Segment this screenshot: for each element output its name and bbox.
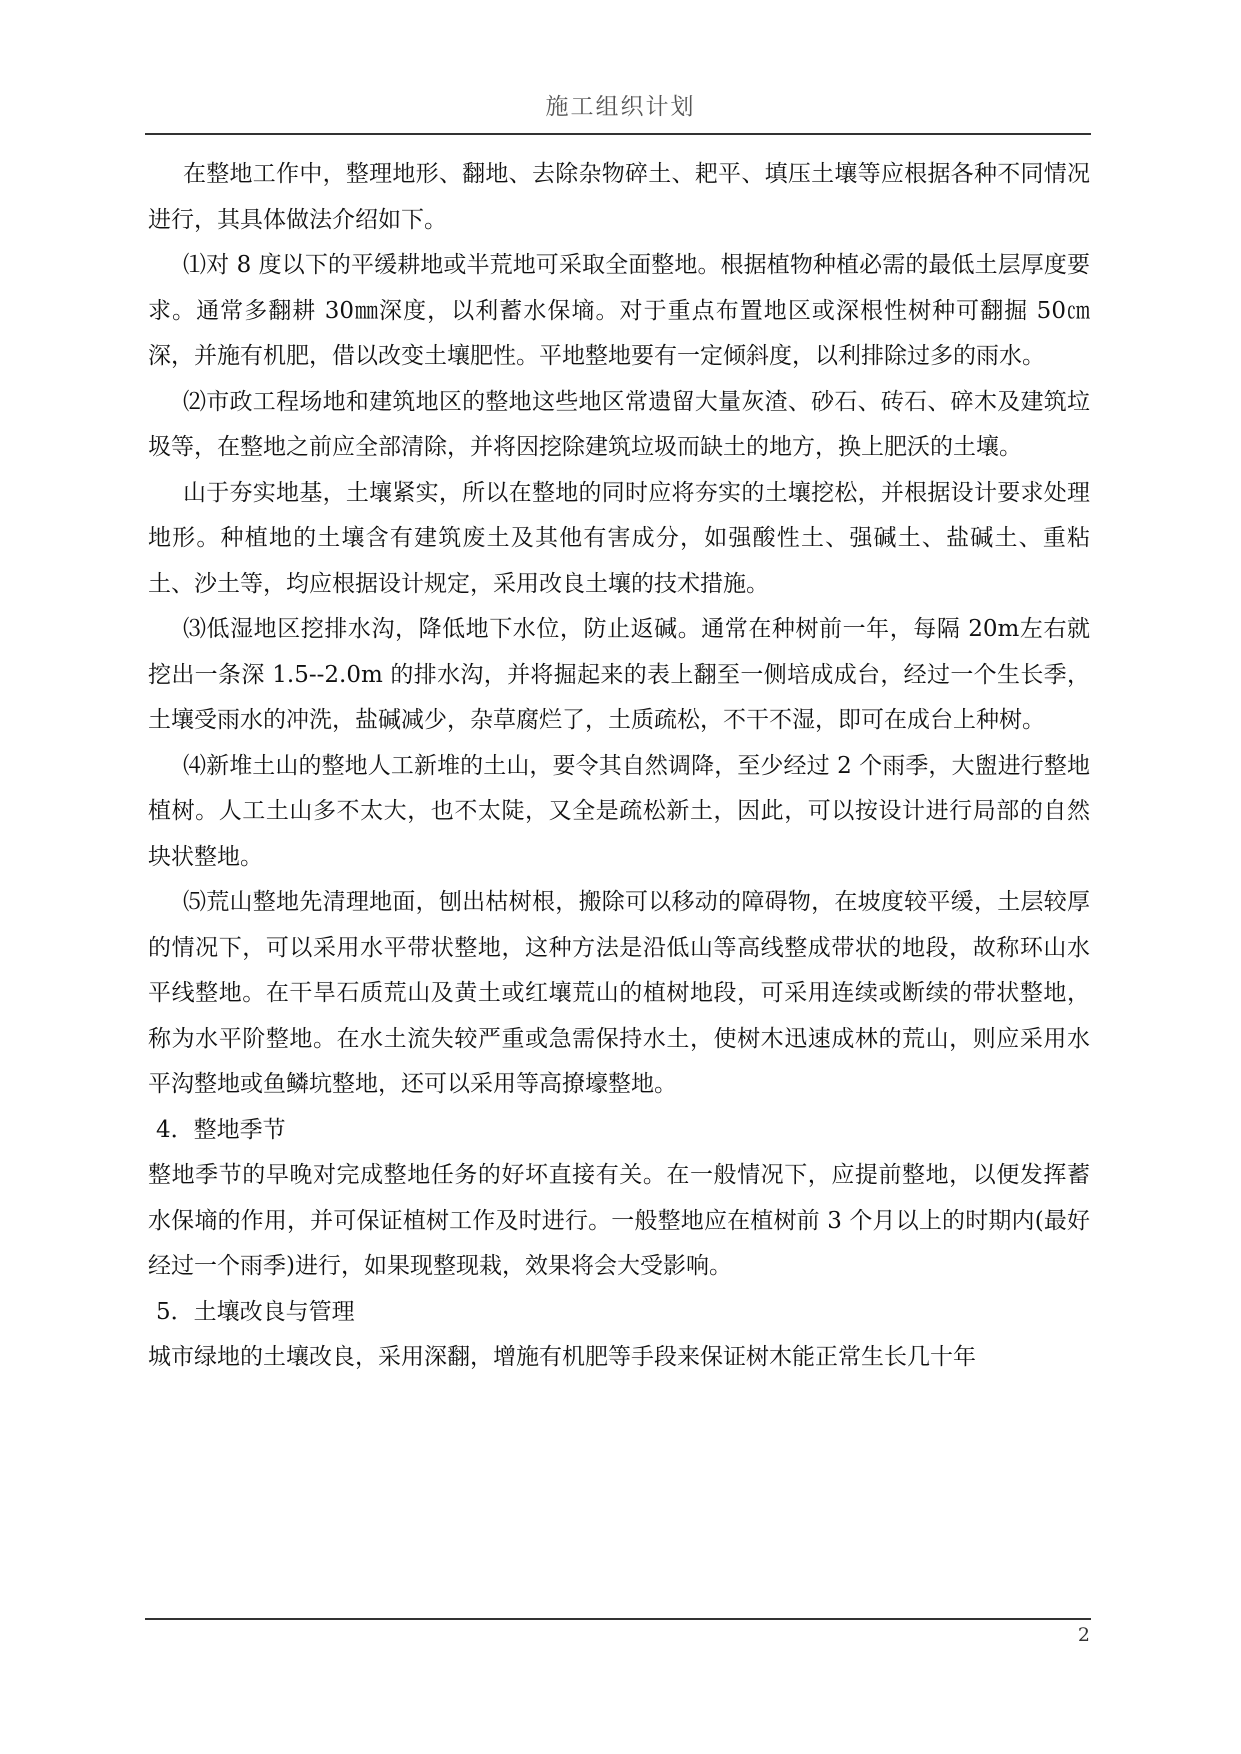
paragraph-item-1: ⑴对 8 度以下的平缓耕地或半荒地可采取全面整地。根据植物种植必需的最低土层厚度要求。通常多翻耕 30㎜深度，以利蓄水保墒。对于重点布置地区或深根性树种可翻掘 50㎝深，并施有机肥，借以改变土壤肥性。平地整地要有一定倾斜度，以利排除过多的雨水。 <box>148 252 1090 369</box>
page-header-title: 施工组织计划 <box>545 94 696 120</box>
paragraph-intro: 在整地工作中，整理地形、翻地、去除杂物碎土、耙平、填压土壤等应根据各种不同情况进行，其具体做法介绍如下。 <box>148 161 1090 233</box>
paragraph-item-3: ⑶低湿地区挖排水沟，降低地下水位，防止返碱。通常在种树前一年，每隔 20m左右就挖出一条深 1.5--2.0m 的排水沟，并将掘起来的表上翻至一侧培成成台，经过一个生长季，土壤受雨水的冲洗，盐碱减少，杂草腐烂了，土质疏松，不干不湿，即可在成台上种树。 <box>148 616 1090 733</box>
paragraph-compacted-soil: 山于夯实地基，土壤紧实，所以在整地的同时应将夯实的土壤挖松，并根据设计要求处理地形。种植地的土壤含有建筑废土及其他有害成分，如强酸性土、强碱土、盐碱土、重粘土、沙土等，均应根据设计规定，采用改良土壤的技术措施。 <box>148 479 1090 597</box>
paragraph-item-5: ⑸荒山整地先清理地面，刨出枯树根，搬除可以移动的障碍物，在坡度较平缓，土层较厚的情况下，可以采用水平带状整地，这种方法是沿低山等高线整成带状的地段，故称环山水平线整地。在干旱石质荒山及黄土或红壤荒山的植树地段，可采用连续或断续的带状整地，称为水平阶整地。在水土流失较严重或急需保持水土，使树木迅速成林的荒山，则应采用水平沟整地或鱼鳞坑整地，还可以采用等高撩壕整地。 <box>148 889 1090 1097</box>
paragraph-soil-improvement: 城市绿地的土壤改良，采用深翻，增施有机肥等手段来保证树木能正常生长几十年 <box>148 1344 976 1370</box>
section-heading-5: 5．土壤改良与管理 <box>156 1298 355 1325</box>
paragraph-item-2: ⑵市政工程场地和建筑地区的整地这些地区常遗留大量灰渣、砂石、砖石、碎木及建筑垃圾等，在整地之前应全部清除，并将因挖除建筑垃圾而缺土的地方，换上肥沃的土壤。 <box>148 388 1090 460</box>
footer-divider <box>145 1618 1091 1620</box>
section-heading-4: 4．整地季节 <box>156 1116 286 1143</box>
document-body <box>148 152 1090 1381</box>
paragraph-item-4: ⑷新堆土山的整地人工新堆的土山，要令其自然调降，至少经过 2 个雨季，大盥进行整地植树。人工土山多不太大，也不太陡，又全是疏松新土，因此，可以按设计进行局部的自然块状整地。 <box>148 752 1090 870</box>
page-number: 2 <box>1077 1624 1090 1646</box>
paragraph-season: 整地季节的早晚对完成整地任务的好坏直接有关。在一般情况下，应提前整地，以便发挥蓄水保墒的作用，并可保证植树工作及时进行。一般整地应在植树前 3 个月以上的时期内(最好经过一个雨季)进行，如果现整现栽，效果将会大受影响。 <box>148 1162 1090 1279</box>
header-divider <box>145 133 1091 135</box>
